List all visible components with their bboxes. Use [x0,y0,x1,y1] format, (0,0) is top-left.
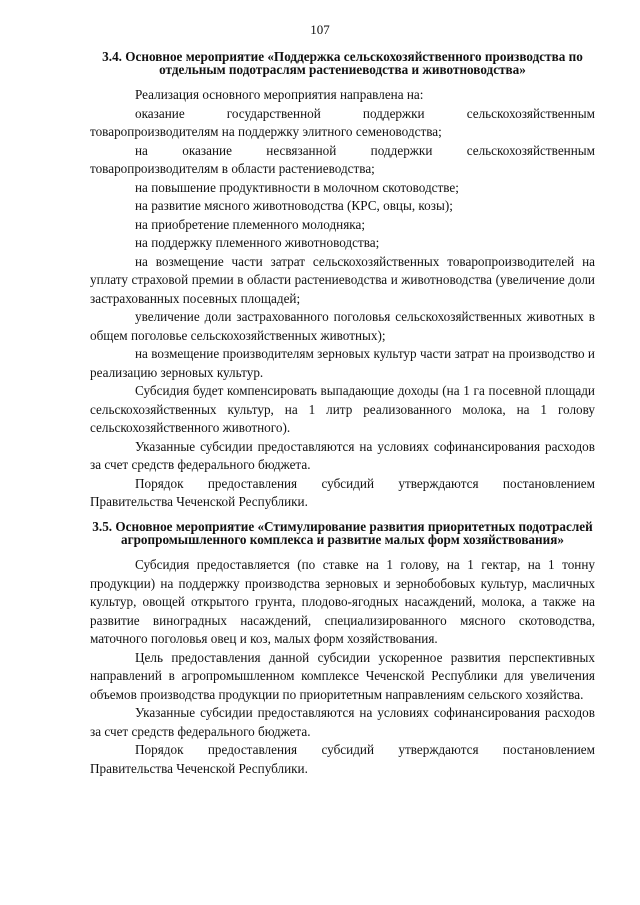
section-3-5 [90,520,595,778]
paragraph: Порядок предоставления субсидий утверждаются постановлением Правительства Чеченской Республики. [90,475,595,509]
paragraph: оказание государственной поддержки сельскохозяйственным товаропроизводителям на поддержку элитного семеноводства; [90,105,595,139]
paragraph: Порядок предоставления субсидий утверждаются постановлением Правительства Чеченской Республики. [90,742,595,776]
paragraph: Реализация основного мероприятия направлена на: [135,87,424,102]
paragraph: Субсидия будет компенсировать выпадающие доходы (на 1 га посевной площади сельскохозяйственных культур, на 1 литр реализованного молока, на 1 голову сельскохозяйственного животного). [90,383,595,435]
paragraph: на приобретение племенного молодняка; [135,216,366,232]
paragraph: увеличение доли застрахованного поголовья сельскохозяйственных животных в общем поголовье сельскохозяйственных животных); [90,309,595,343]
paragraph: на поддержку племенного животноводства; [135,235,380,250]
paragraph: Субсидия предоставляется (по ставке на 1 голову, на 1 гектар, на 1 тонну продукции) на поддержку производства зерновых и зернобобовых культур, масличных культур, овощей открытого грунта, плодово-ягодных насаждений, молока, а также на развитие виноградных насаждений, специализированного мясного скотоводства, маточного поголовья овец и коз, малых форм хозяйствования. [90,557,595,646]
paragraph: на оказание несвязанной поддержки сельскохозяйственным товаропроизводителям в области растениеводства; [90,142,595,176]
page-number: 107 [310,22,330,37]
paragraph: Указанные субсидии предоставляются на условиях софинансирования расходов за счет средств федерального бюджета. [90,438,595,472]
paragraph: на повышение продуктивности в молочном скотоводстве; [135,179,459,195]
section-heading: 3.4. Основное мероприятие «Поддержка сельскохозяйственного производства по отдельным подотраслям растениеводства и животноводства» [102,49,583,77]
section-3-4 [90,50,595,512]
paragraph: Цель предоставления данной субсидии ускоренное развития перспективных направлений в агропромышленном комплексе Чеченской Республики для увеличения объемов производства продукции по приоритетным направлениям сельского хозяйства. [90,649,595,702]
paragraph: Указанные субсидии предоставляются на условиях софинансирования расходов за счет средств федерального бюджета. [90,705,595,739]
paragraph: на возмещение производителям зерновых культур части затрат на производство и реализацию зерновых культур. [90,346,595,380]
section-heading: 3.5. Основное мероприятие «Стимулирование развития приоритетных подотраслей агропромышленного комплекса и развитие малых форм хозяйствования» [92,519,593,547]
paragraph: на возмещение части затрат сельскохозяйственных товаропроизводителей на уплату страховой премии в области растениеводства и животноводства (увеличение доли застрахованных посевных площадей; [90,253,595,306]
paragraph: на развитие мясного животноводства (КРС, овцы, козы); [135,198,453,213]
